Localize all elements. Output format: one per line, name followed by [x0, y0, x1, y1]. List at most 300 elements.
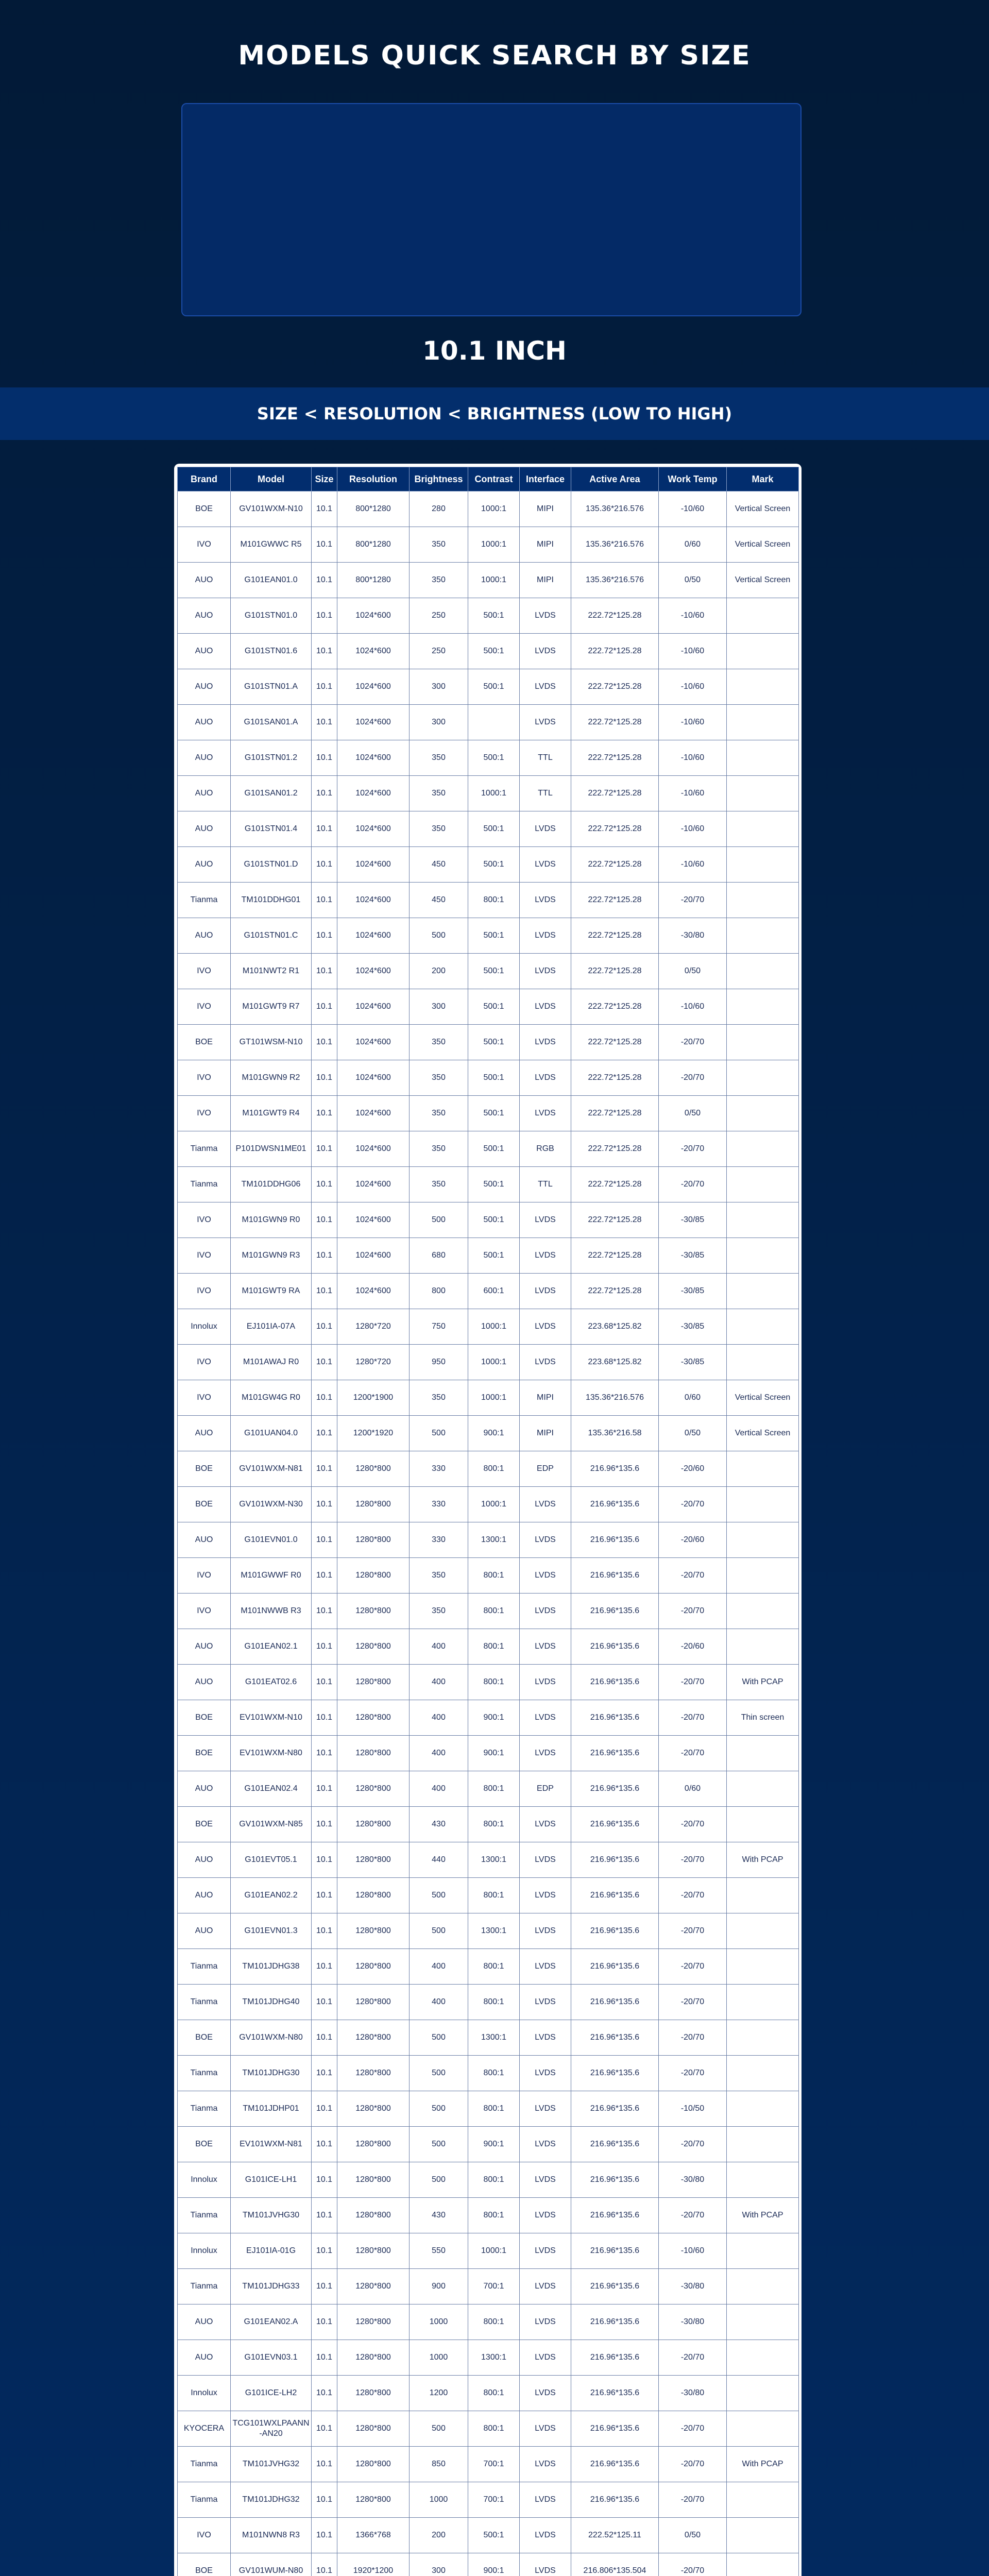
cell-work-temp: -10/60: [659, 705, 727, 740]
cell-active-area: 216.96*135.6: [571, 2233, 659, 2269]
cell-brand: AUO: [178, 669, 231, 705]
table-row: [178, 2482, 799, 2518]
cell-size: 10.1: [312, 1558, 337, 1594]
cell-brand: AUO: [178, 1665, 231, 1700]
table-row: [178, 1700, 799, 1736]
cell-brand: KYOCERA: [178, 2411, 231, 2447]
cell-brand: AUO: [178, 634, 231, 669]
cell-interface: LVDS: [520, 2269, 571, 2304]
cell-brightness: 400: [410, 1949, 468, 1985]
cell-mark: [727, 989, 799, 1025]
cell-active-area: 222.72*125.28: [571, 883, 659, 918]
cell-model: G101EVN03.1: [231, 2340, 312, 2376]
cell-size: 10.1: [312, 2091, 337, 2127]
cell-brand: Innolux: [178, 2376, 231, 2411]
cell-brand: AUO: [178, 1842, 231, 1878]
cell-active-area: 216.96*135.6: [571, 1807, 659, 1842]
cell-active-area: 216.96*135.6: [571, 1665, 659, 1700]
cell-interface: LVDS: [520, 1913, 571, 1949]
cell-active-area: 135.36*216.58: [571, 1416, 659, 1451]
cell-interface: MIPI: [520, 1380, 571, 1416]
cell-brightness: 350: [410, 1131, 468, 1167]
cell-mark: [727, 1274, 799, 1309]
cell-interface: LVDS: [520, 634, 571, 669]
cell-size: 10.1: [312, 1060, 337, 1096]
cell-size: 10.1: [312, 954, 337, 989]
cell-model: TM101DDHG01: [231, 883, 312, 918]
table-row: [178, 563, 799, 598]
table-row: [178, 1736, 799, 1771]
cell-active-area: 222.72*125.28: [571, 1202, 659, 1238]
cell-brand: Tianma: [178, 2056, 231, 2091]
cell-work-temp: -20/70: [659, 1949, 727, 1985]
cell-resolution: 1280*800: [337, 2198, 410, 2233]
cell-mark: Vertical Screen: [727, 563, 799, 598]
cell-model: TM101DDHG06: [231, 1167, 312, 1202]
cell-active-area: 135.36*216.576: [571, 492, 659, 527]
cell-brightness: 900: [410, 2269, 468, 2304]
cell-model: G101EAN02.2: [231, 1878, 312, 1913]
cell-active-area: 216.96*135.6: [571, 1771, 659, 1807]
cell-interface: TTL: [520, 740, 571, 776]
cell-brightness: 300: [410, 705, 468, 740]
cell-active-area: 135.36*216.576: [571, 1380, 659, 1416]
cell-size: 10.1: [312, 2020, 337, 2056]
cell-interface: LVDS: [520, 1096, 571, 1131]
cell-brand: Tianma: [178, 2091, 231, 2127]
cell-brand: IVO: [178, 1380, 231, 1416]
cell-active-area: 216.96*135.6: [571, 1487, 659, 1522]
cell-brand: AUO: [178, 1522, 231, 1558]
cell-active-area: 216.96*135.6: [571, 1913, 659, 1949]
cell-brightness: 800: [410, 1274, 468, 1309]
cell-active-area: 222.72*125.28: [571, 1096, 659, 1131]
cell-work-temp: 0/60: [659, 1380, 727, 1416]
cell-brand: BOE: [178, 1700, 231, 1736]
cell-brightness: 500: [410, 2127, 468, 2162]
column-header-active-area: Active Area: [571, 467, 659, 492]
cell-brand: Innolux: [178, 2162, 231, 2198]
cell-resolution: 1024*600: [337, 740, 410, 776]
cell-interface: LVDS: [520, 1487, 571, 1522]
cell-interface: LVDS: [520, 1060, 571, 1096]
cell-interface: MIPI: [520, 492, 571, 527]
cell-contrast: 800:1: [468, 2304, 520, 2340]
cell-mark: [727, 776, 799, 811]
cell-contrast: 900:1: [468, 1700, 520, 1736]
cell-mark: [727, 2553, 799, 2576]
cell-interface: LVDS: [520, 811, 571, 847]
cell-mark: [727, 2518, 799, 2553]
cell-resolution: 1024*600: [337, 811, 410, 847]
cell-work-temp: -10/60: [659, 492, 727, 527]
cell-brand: IVO: [178, 527, 231, 563]
cell-interface: LVDS: [520, 1842, 571, 1878]
column-header-brightness: Brightness: [410, 467, 468, 492]
cell-brightness: 350: [410, 1025, 468, 1060]
cell-work-temp: -20/60: [659, 1451, 727, 1487]
cell-resolution: 1024*600: [337, 1238, 410, 1274]
cell-resolution: 1280*800: [337, 1594, 410, 1629]
table-row: [178, 1025, 799, 1060]
cell-mark: [727, 1309, 799, 1345]
cell-resolution: 1280*800: [337, 1522, 410, 1558]
cell-brand: BOE: [178, 2127, 231, 2162]
cell-interface: LVDS: [520, 2447, 571, 2482]
cell-brightness: 500: [410, 2162, 468, 2198]
cell-resolution: 1280*800: [337, 1558, 410, 1594]
cell-size: 10.1: [312, 883, 337, 918]
cell-brand: BOE: [178, 1807, 231, 1842]
cell-size: 10.1: [312, 1807, 337, 1842]
table-row: [178, 2233, 799, 2269]
cell-brightness: 350: [410, 811, 468, 847]
cell-model: G101EAN02.A: [231, 2304, 312, 2340]
cell-model: GV101WXM-N81: [231, 1451, 312, 1487]
cell-model: G101ICE-LH1: [231, 2162, 312, 2198]
cell-interface: LVDS: [520, 883, 571, 918]
table-row: [178, 2056, 799, 2091]
table-row: [178, 918, 799, 954]
cell-contrast: 700:1: [468, 2269, 520, 2304]
table-row: [178, 1487, 799, 1522]
cell-contrast: 800:1: [468, 1629, 520, 1665]
cell-interface: EDP: [520, 1451, 571, 1487]
cell-brightness: 1000: [410, 2482, 468, 2518]
cell-brand: AUO: [178, 811, 231, 847]
cell-work-temp: -20/70: [659, 1736, 727, 1771]
table-row: [178, 669, 799, 705]
cell-size: 10.1: [312, 1309, 337, 1345]
table-row: [178, 2447, 799, 2482]
cell-model: G101EAT02.6: [231, 1665, 312, 1700]
cell-interface: LVDS: [520, 989, 571, 1025]
cell-brand: IVO: [178, 1558, 231, 1594]
cell-contrast: 800:1: [468, 1665, 520, 1700]
cell-interface: LVDS: [520, 1238, 571, 1274]
cell-contrast: 500:1: [468, 811, 520, 847]
cell-contrast: 500:1: [468, 1096, 520, 1131]
cell-work-temp: -20/60: [659, 1522, 727, 1558]
cell-brightness: 450: [410, 883, 468, 918]
cell-contrast: 800:1: [468, 1949, 520, 1985]
cell-brand: IVO: [178, 1096, 231, 1131]
table-row: [178, 1345, 799, 1380]
cell-size: 10.1: [312, 1202, 337, 1238]
cell-contrast: 1000:1: [468, 2233, 520, 2269]
table-row: [178, 1131, 799, 1167]
cell-brand: Tianma: [178, 1985, 231, 2020]
cell-resolution: 800*1280: [337, 492, 410, 527]
cell-work-temp: -20/70: [659, 883, 727, 918]
cell-size: 10.1: [312, 2198, 337, 2233]
cell-interface: LVDS: [520, 2127, 571, 2162]
cell-brightness: 330: [410, 1487, 468, 1522]
cell-mark: [727, 2304, 799, 2340]
cell-interface: LVDS: [520, 2020, 571, 2056]
cell-model: EJ101IA-01G: [231, 2233, 312, 2269]
cell-interface: MIPI: [520, 563, 571, 598]
cell-mark: [727, 1878, 799, 1913]
table-row: [178, 1096, 799, 1131]
cell-interface: LVDS: [520, 1629, 571, 1665]
cell-model: TM101JVHG30: [231, 2198, 312, 2233]
cell-work-temp: -30/85: [659, 1345, 727, 1380]
cell-mark: Thin screen: [727, 1700, 799, 1736]
cell-mark: [727, 1202, 799, 1238]
cell-resolution: 1280*800: [337, 2269, 410, 2304]
cell-active-area: 216.96*135.6: [571, 2020, 659, 2056]
cell-brand: IVO: [178, 954, 231, 989]
table-row: [178, 1451, 799, 1487]
cell-size: 10.1: [312, 598, 337, 634]
cell-model: M101GWN9 R2: [231, 1060, 312, 1096]
cell-mark: [727, 2127, 799, 2162]
cell-model: TM101JVHG32: [231, 2447, 312, 2482]
cell-active-area: 222.52*125.11: [571, 2518, 659, 2553]
cell-mark: Vertical Screen: [727, 1380, 799, 1416]
cell-resolution: 1280*720: [337, 1309, 410, 1345]
cell-brightness: 300: [410, 669, 468, 705]
cell-size: 10.1: [312, 563, 337, 598]
cell-active-area: 216.96*135.6: [571, 1522, 659, 1558]
cell-mark: [727, 598, 799, 634]
cell-interface: LVDS: [520, 1700, 571, 1736]
cell-resolution: 1280*800: [337, 2340, 410, 2376]
cell-brightness: 350: [410, 527, 468, 563]
cell-resolution: 1280*800: [337, 1487, 410, 1522]
table-row: [178, 883, 799, 918]
cell-work-temp: -20/70: [659, 1985, 727, 2020]
cell-brand: IVO: [178, 1238, 231, 1274]
cell-size: 10.1: [312, 1522, 337, 1558]
cell-size: 10.1: [312, 740, 337, 776]
table-row: [178, 1060, 799, 1096]
cell-brand: Tianma: [178, 1949, 231, 1985]
cell-active-area: 216.96*135.6: [571, 1700, 659, 1736]
cell-size: 10.1: [312, 1380, 337, 1416]
cell-resolution: 1280*800: [337, 1736, 410, 1771]
cell-contrast: 800:1: [468, 2056, 520, 2091]
cell-model: GV101WXM-N30: [231, 1487, 312, 1522]
cell-mark: [727, 1487, 799, 1522]
cell-contrast: 1300:1: [468, 2020, 520, 2056]
cell-brand: IVO: [178, 1274, 231, 1309]
cell-size: 10.1: [312, 847, 337, 883]
cell-mark: [727, 2376, 799, 2411]
cell-active-area: 222.72*125.28: [571, 918, 659, 954]
cell-model: M101GWWF R0: [231, 1558, 312, 1594]
cell-interface: LVDS: [520, 1025, 571, 1060]
cell-brightness: 250: [410, 598, 468, 634]
cell-brand: Tianma: [178, 1167, 231, 1202]
cell-brand: IVO: [178, 2518, 231, 2553]
cell-active-area: 222.72*125.28: [571, 740, 659, 776]
cell-brand: AUO: [178, 563, 231, 598]
cell-resolution: 1024*600: [337, 1060, 410, 1096]
cell-size: 10.1: [312, 1700, 337, 1736]
cell-mark: [727, 918, 799, 954]
page-title: MODELS QUICK SEARCH BY SIZE: [238, 40, 751, 71]
cell-model: TM101JDHG30: [231, 2056, 312, 2091]
cell-work-temp: -10/50: [659, 2091, 727, 2127]
cell-resolution: 1280*800: [337, 1451, 410, 1487]
cell-active-area: 222.72*125.28: [571, 1167, 659, 1202]
cell-size: 10.1: [312, 1594, 337, 1629]
cell-size: 10.1: [312, 1878, 337, 1913]
cell-mark: [727, 1522, 799, 1558]
cell-brand: AUO: [178, 776, 231, 811]
cell-active-area: 222.72*125.28: [571, 1131, 659, 1167]
cell-resolution: 1280*800: [337, 1807, 410, 1842]
cell-brand: AUO: [178, 2340, 231, 2376]
cell-resolution: 1024*600: [337, 1025, 410, 1060]
cell-brand: AUO: [178, 1629, 231, 1665]
table-row: [178, 2127, 799, 2162]
cell-brightness: 430: [410, 2198, 468, 2233]
cell-contrast: 800:1: [468, 1807, 520, 1842]
cell-contrast: 1000:1: [468, 492, 520, 527]
table-row: [178, 1949, 799, 1985]
cell-contrast: 800:1: [468, 2411, 520, 2447]
column-header-interface: Interface: [520, 467, 571, 492]
cell-work-temp: -30/80: [659, 2269, 727, 2304]
cell-resolution: 1280*800: [337, 2162, 410, 2198]
cell-brightness: 300: [410, 989, 468, 1025]
cell-model: G101UAN04.0: [231, 1416, 312, 1451]
cell-work-temp: 0/60: [659, 1771, 727, 1807]
cell-model: EV101WXM-N10: [231, 1700, 312, 1736]
models-table-card: [174, 464, 802, 2576]
cell-brightness: 400: [410, 1665, 468, 1700]
cell-work-temp: -20/70: [659, 2020, 727, 2056]
cell-brightness: 500: [410, 2056, 468, 2091]
cell-resolution: 1280*800: [337, 1771, 410, 1807]
cell-mark: [727, 1807, 799, 1842]
cell-work-temp: -10/60: [659, 634, 727, 669]
cell-active-area: 216.96*135.6: [571, 2304, 659, 2340]
cell-work-temp: -10/60: [659, 776, 727, 811]
cell-size: 10.1: [312, 1238, 337, 1274]
cell-mark: With PCAP: [727, 2198, 799, 2233]
cell-size: 10.1: [312, 1985, 337, 2020]
table-row: [178, 527, 799, 563]
cell-interface: LVDS: [520, 918, 571, 954]
cell-work-temp: -10/60: [659, 989, 727, 1025]
cell-resolution: 1280*800: [337, 1842, 410, 1878]
cell-brightness: 350: [410, 740, 468, 776]
table-row: [178, 2091, 799, 2127]
cell-resolution: 1024*600: [337, 1131, 410, 1167]
cell-work-temp: -20/70: [659, 1665, 727, 1700]
cell-work-temp: -20/70: [659, 1700, 727, 1736]
cell-model: G101SAN01.2: [231, 776, 312, 811]
cell-brightness: 1200: [410, 2376, 468, 2411]
table-row: [178, 1380, 799, 1416]
cell-brightness: 200: [410, 2518, 468, 2553]
cell-contrast: 800:1: [468, 2091, 520, 2127]
cell-active-area: 223.68*125.82: [571, 1309, 659, 1345]
cell-size: 10.1: [312, 2127, 337, 2162]
table-row: [178, 1771, 799, 1807]
cell-model: M101GWT9 RA: [231, 1274, 312, 1309]
cell-mark: [727, 1167, 799, 1202]
cell-resolution: 1024*600: [337, 1202, 410, 1238]
cell-mark: [727, 2020, 799, 2056]
cell-interface: LVDS: [520, 1949, 571, 1985]
table-row: [178, 2518, 799, 2553]
table-row: [178, 954, 799, 989]
cell-brightness: 500: [410, 2020, 468, 2056]
cell-interface: LVDS: [520, 1202, 571, 1238]
cell-mark: [727, 1025, 799, 1060]
cell-contrast: 800:1: [468, 1558, 520, 1594]
cell-active-area: 216.96*135.6: [571, 2447, 659, 2482]
cell-active-area: 222.72*125.28: [571, 989, 659, 1025]
cell-model: M101GWN9 R0: [231, 1202, 312, 1238]
cell-mark: [727, 1629, 799, 1665]
cell-active-area: 216.96*135.6: [571, 1842, 659, 1878]
cell-contrast: 800:1: [468, 1985, 520, 2020]
cell-resolution: 1200*1920: [337, 1416, 410, 1451]
cell-active-area: 222.72*125.28: [571, 811, 659, 847]
cell-interface: MIPI: [520, 527, 571, 563]
cell-model: EV101WXM-N81: [231, 2127, 312, 2162]
cell-mark: [727, 669, 799, 705]
cell-mark: [727, 2162, 799, 2198]
cell-work-temp: -30/80: [659, 918, 727, 954]
column-header-model: Model: [231, 467, 312, 492]
cell-brand: Tianma: [178, 883, 231, 918]
cell-mark: [727, 1345, 799, 1380]
cell-mark: [727, 2269, 799, 2304]
table-row: [178, 1665, 799, 1700]
cell-size: 10.1: [312, 1487, 337, 1522]
cell-active-area: 222.72*125.28: [571, 1025, 659, 1060]
cell-contrast: 500:1: [468, 1131, 520, 1167]
cell-interface: TTL: [520, 776, 571, 811]
cell-contrast: 500:1: [468, 1060, 520, 1096]
cell-size: 10.1: [312, 1345, 337, 1380]
table-row: [178, 1309, 799, 1345]
table-row: [178, 1807, 799, 1842]
cell-resolution: 1280*800: [337, 2447, 410, 2482]
cell-brightness: 500: [410, 1913, 468, 1949]
cell-size: 10.1: [312, 2162, 337, 2198]
cell-contrast: 900:1: [468, 2553, 520, 2576]
cell-contrast: 600:1: [468, 1274, 520, 1309]
cell-resolution: 1280*720: [337, 1345, 410, 1380]
cell-resolution: 1366*768: [337, 2518, 410, 2553]
cell-brand: Tianma: [178, 2447, 231, 2482]
cell-mark: [727, 811, 799, 847]
cell-contrast: 800:1: [468, 2376, 520, 2411]
cell-resolution: 1280*800: [337, 1985, 410, 2020]
cell-work-temp: -20/70: [659, 2411, 727, 2447]
column-header-mark: Mark: [727, 467, 799, 492]
cell-size: 10.1: [312, 1131, 337, 1167]
cell-interface: LVDS: [520, 2162, 571, 2198]
cell-resolution: 1024*600: [337, 669, 410, 705]
cell-model: M101GWT9 R7: [231, 989, 312, 1025]
cell-model: G101STN01.0: [231, 598, 312, 634]
cell-work-temp: -30/85: [659, 1309, 727, 1345]
cell-mark: [727, 883, 799, 918]
cell-size: 10.1: [312, 1274, 337, 1309]
cell-resolution: 1024*600: [337, 883, 410, 918]
cell-active-area: 216.96*135.6: [571, 2340, 659, 2376]
cell-brand: BOE: [178, 1451, 231, 1487]
